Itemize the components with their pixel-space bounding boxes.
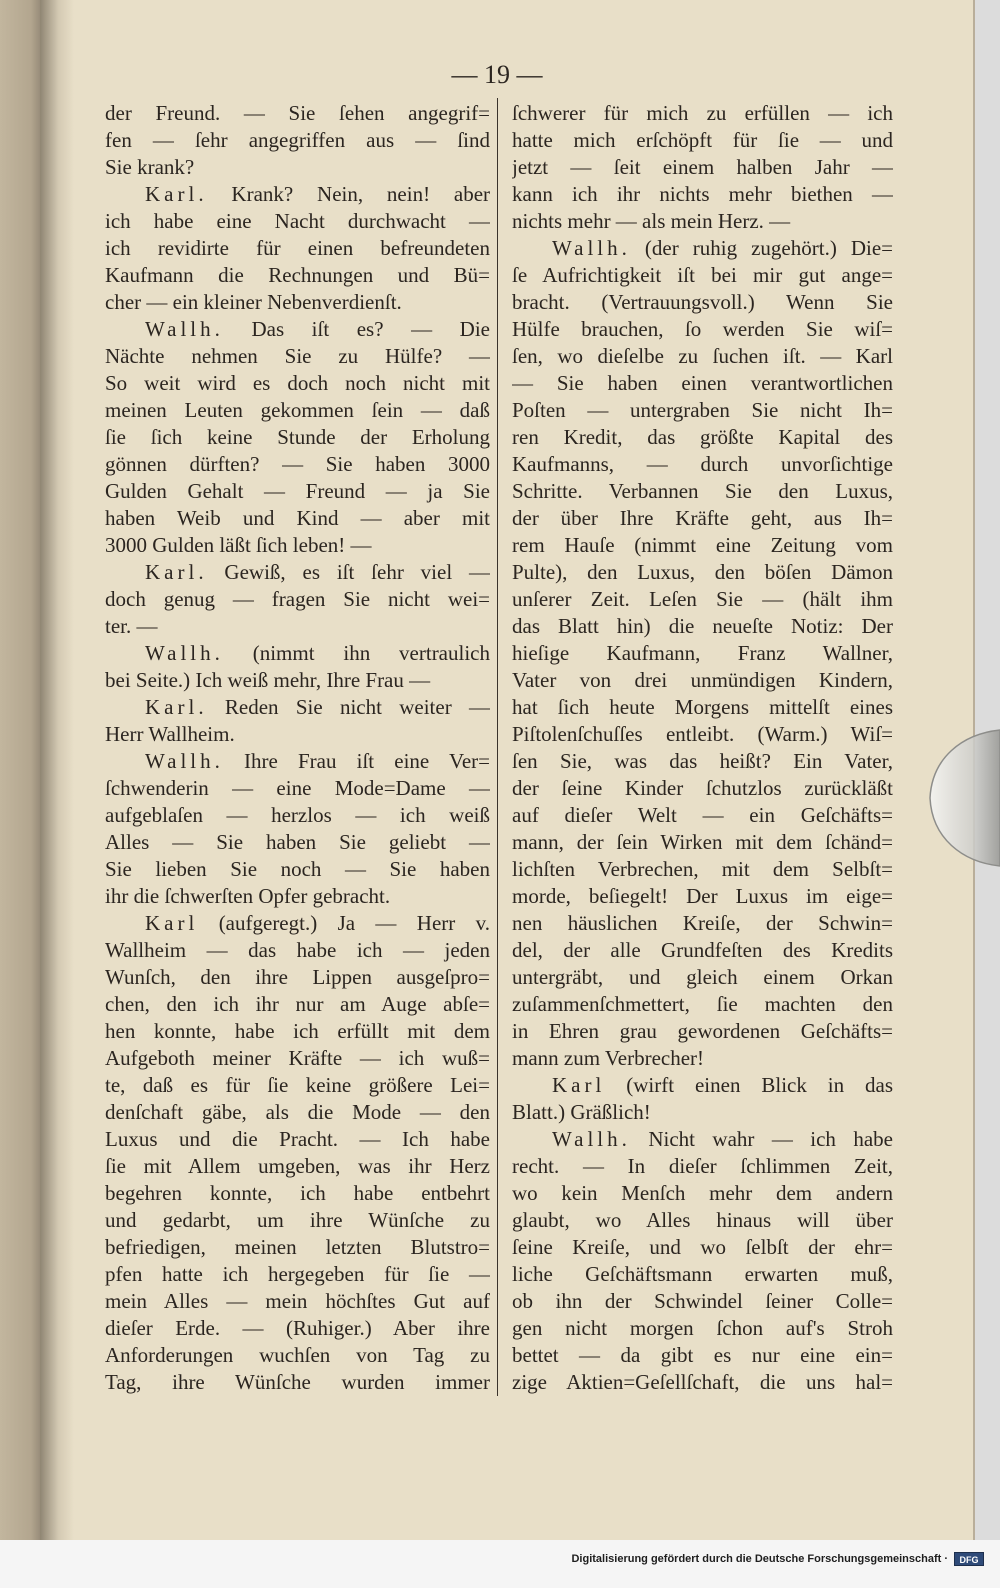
text-line: Gulden Gehalt — Freund — ja Sie	[105, 479, 490, 503]
text-line: hatte mich erſchöpft für ſie — und	[512, 128, 893, 152]
text-line: jetzt — ſeit einem halben Jahr —	[512, 155, 893, 179]
text-line: morde, beſiegelt! Der Luxus im eige=	[512, 884, 893, 908]
gutter-shadow	[40, 0, 74, 1540]
line-text: Gewiß, es iſt ſehr viel —	[224, 560, 490, 584]
text-line: Blatt.) Gräßlich!	[512, 1100, 651, 1124]
text-line: in Ehren grau gewordenen Geſchäfts=	[512, 1019, 893, 1043]
text-line: ren Kredit, das größte Kapital des	[512, 425, 893, 449]
speaker-name: Wallh.	[552, 236, 631, 260]
text-line: bettet — da gibt es nur eine ein=	[512, 1343, 893, 1367]
text-line: Kaufmann die Rechnungen und Bü=	[105, 263, 490, 287]
line-text: Ihre Frau iſt eine Ver=	[244, 749, 490, 773]
text-line: hieſige Kaufmann, Franz Wallner,	[512, 641, 893, 665]
text-line: Kaufmanns, — durch unvorſichtige	[512, 452, 893, 476]
text-line: untergräbt, und gleich einem Orkan	[512, 965, 893, 989]
text-line: chen, den ich ihr nur am Auge abſe=	[105, 992, 490, 1016]
text-line: Poſten — untergraben Sie nicht Ih=	[512, 398, 893, 422]
text-line: bracht. (Vertrauungsvoll.) Wenn Sie	[512, 290, 893, 314]
text-line: nen häuslichen Kreiſe, der Schwin=	[512, 911, 893, 935]
digitization-credit: Digitalisierung gefördert durch die Deutsche Forschungsgemeinschaft ·	[571, 1553, 948, 1565]
speaker-name: Karl	[552, 1073, 606, 1097]
speaker-name: Karl.	[145, 560, 208, 584]
text-line: gen nicht morgen ſchon auf's Stroh	[512, 1316, 893, 1340]
speaker-name: Wallh.	[145, 317, 224, 341]
text-line: das Blatt hin) die neueſte Notiz: Der	[512, 614, 893, 638]
text-line: wo kein Menſch mehr dem andern	[512, 1181, 893, 1205]
text-line: Sie krank?	[105, 155, 195, 179]
text-line: Anforderungen wuchſen von Tag zu	[105, 1343, 490, 1367]
text-line: ob ihn der Schwindel ſeiner Colle=	[512, 1289, 893, 1313]
text-line: Luxus und die Pracht. — Ich habe	[105, 1127, 490, 1151]
text-line: mann zum Verbrecher!	[512, 1046, 705, 1070]
speaker-name: Wallh.	[145, 641, 224, 665]
text-line: Schritte. Verbannen Sie den Luxus,	[512, 479, 893, 503]
text-line	[512, 235, 893, 262]
text-line: Aufgeboth meiner Kräfte — ich wuß=	[105, 1046, 490, 1070]
text-line: befriedigen, meinen letzten Blutstro=	[105, 1235, 490, 1259]
text-line	[105, 910, 490, 937]
text-line: 3000 Gulden läßt ſich leben! —	[105, 533, 372, 557]
line-text: (wirft einen Blick in das	[626, 1073, 893, 1097]
speaker-name: Wallh.	[145, 749, 224, 773]
line-text: Nicht wahr — ich habe	[648, 1127, 893, 1151]
text-line: ihr die ſchwerſten Opfer gebracht.	[105, 884, 391, 908]
line-text: (nimmt ihn vertraulich	[252, 641, 490, 665]
text-line: ſchwerer für mich zu erfüllen — ich	[512, 101, 893, 125]
speaker-name: Karl	[145, 911, 199, 935]
text-line: glaubt, wo Alles hinaus will über	[512, 1208, 893, 1232]
text-line: Sie lieben Sie noch — Sie haben	[105, 857, 490, 881]
speaker-name: Wallh.	[552, 1127, 631, 1151]
line-text: Das iſt es? — Die	[251, 317, 490, 341]
text-line: Wunſch, den ihre Lippen ausgeſpro=	[105, 965, 490, 989]
text-line	[105, 559, 490, 586]
text-line: ſen, wo dieſelbe zu ſuchen iſt. — Karl	[512, 344, 893, 368]
text-line: Vater von drei unmündigen Kindern,	[512, 668, 893, 692]
text-line: pfen hatte ich hergegeben für ſie —	[105, 1262, 490, 1286]
text-line: So weit wird es doch noch nicht mit	[105, 371, 490, 395]
text-line	[105, 316, 490, 343]
scanner-clamp	[922, 728, 1000, 868]
text-line: ich habe eine Nacht durchwacht —	[105, 209, 490, 233]
text-line: Tag, ihre Wünſche wurden immer	[105, 1370, 490, 1394]
text-line: hat ſich heute Morgens mittelſt eines	[512, 695, 893, 719]
line-text: Krank? Nein, nein! aber	[231, 182, 490, 206]
text-line: und gedarbt, um ihre Wünſche zu	[105, 1208, 490, 1232]
text-line: fen — ſehr angegriffen aus — ſind	[105, 128, 490, 152]
text-line: lichſten Verbrechen, mit dem Selbſt=	[512, 857, 893, 881]
text-line: recht. — In dieſer ſchlimmen Zeit,	[512, 1154, 893, 1178]
text-line: unſerer Zeit. Leſen Sie — (hält ihm	[512, 587, 893, 611]
text-line	[105, 640, 490, 667]
text-line: der ſeine Kinder ſchutzlos zurückläßt	[512, 776, 893, 800]
text-line: meinen Leuten gekommen ſein — daß	[105, 398, 490, 422]
text-line: — Sie haben einen verantwortlichen	[512, 371, 893, 395]
text-line: Herr Wallheim.	[105, 722, 235, 746]
left-column	[105, 100, 490, 1396]
text-line: hen konnte, habe ich erfüllt mit dem	[105, 1019, 490, 1043]
text-line	[105, 694, 490, 721]
text-line: denſchaft gäbe, als die Mode — den	[105, 1100, 490, 1124]
column-divider	[497, 98, 498, 1396]
text-line: Piſtolenſchuſſes entleibt. (Warm.) Wiſ=	[512, 722, 893, 746]
text-line	[105, 181, 490, 208]
speaker-name: Karl.	[145, 182, 208, 206]
text-line: te, daß es für ſie keine größere Lei=	[105, 1073, 490, 1097]
text-line: der über Ihre Kräfte geht, aus Ih=	[512, 506, 893, 530]
line-text: (aufgeregt.) Ja — Herr v.	[218, 911, 490, 935]
text-line: liche Geſchäftsmann erwarten muß,	[512, 1262, 893, 1286]
text-line: bei Seite.) Ich weiß mehr, Ihre Frau —	[105, 668, 431, 692]
line-text: (der ruhig zugehört.) Die=	[644, 236, 893, 260]
text-line: ſen Sie, was das heißt? Ein Vater,	[512, 749, 893, 773]
text-line: rem Hauſe (nimmt eine Zeitung vom	[512, 533, 893, 557]
text-line: ſe Aufrichtigkeit iſt bei mir gut ange=	[512, 263, 893, 287]
text-line: del, der alle Grundfeſten des Kredits	[512, 938, 893, 962]
text-line	[105, 748, 490, 775]
text-line: der Freund. — Sie ſehen angegrif=	[105, 101, 490, 125]
text-line: gönnen dürften? — Sie haben 3000	[105, 452, 490, 476]
text-line	[512, 1072, 893, 1099]
dfg-logo: DFG	[954, 1552, 984, 1566]
text-line: haben Weib und Kind — aber mit	[105, 506, 490, 530]
text-line: begehren konnte, ich habe entbehrt	[105, 1181, 490, 1205]
text-line: ſeine Kreiſe, und wo ſelbſt der ehr=	[512, 1235, 893, 1259]
text-line: ter. —	[105, 614, 158, 638]
text-line: Alles — Sie haben Sie geliebt —	[105, 830, 490, 854]
text-line: aufgeblaſen — herzlos — ich weiß	[105, 803, 490, 827]
text-line: cher — ein kleiner Nebenverdienſt.	[105, 290, 402, 314]
text-line: Nächte nehmen Sie zu Hülfe? —	[105, 344, 490, 368]
text-line: zige Aktien=Geſellſchaft, die uns hal=	[512, 1370, 893, 1394]
text-line	[512, 1126, 893, 1153]
text-line: Pulte), den Luxus, den böſen Dämon	[512, 560, 893, 584]
text-line: Wallheim — das habe ich — jeden	[105, 938, 490, 962]
text-line: ſie mit Allem umgeben, was ihr Herz	[105, 1154, 490, 1178]
text-line: zuſammenſchmettert, ſie machten den	[512, 992, 893, 1016]
page-number: — 19 —	[451, 60, 543, 89]
text-line: mein Alles — mein höchſtes Gut auf	[105, 1289, 490, 1313]
text-line: ich revidirte für einen befreundeten	[105, 236, 490, 260]
line-text: Reden Sie nicht weiter —	[224, 695, 490, 719]
text-line: dieſer Erde. — (Ruhiger.) Aber ihre	[105, 1316, 490, 1340]
text-line: ſchwenderin — eine Mode=Dame —	[105, 776, 490, 800]
previous-page-edge	[0, 0, 44, 1540]
text-line: nichts mehr — als mein Herz. —	[512, 209, 791, 233]
text-line: mann, der ſein Wirken mit dem ſchänd=	[512, 830, 893, 854]
text-line: ſie ſich keine Stunde der Erholung	[105, 425, 490, 449]
text-line: auf dieſer Welt — ein Geſchäfts=	[512, 803, 893, 827]
speaker-name: Karl.	[145, 695, 208, 719]
text-line: kann ich ihr nichts mehr biethen —	[512, 182, 893, 206]
text-line: Hülfe brauchen, ſo werden Sie wiſ=	[512, 317, 893, 341]
text-line: doch genug — fragen Sie nicht wei=	[105, 587, 490, 611]
right-column	[512, 100, 893, 1396]
